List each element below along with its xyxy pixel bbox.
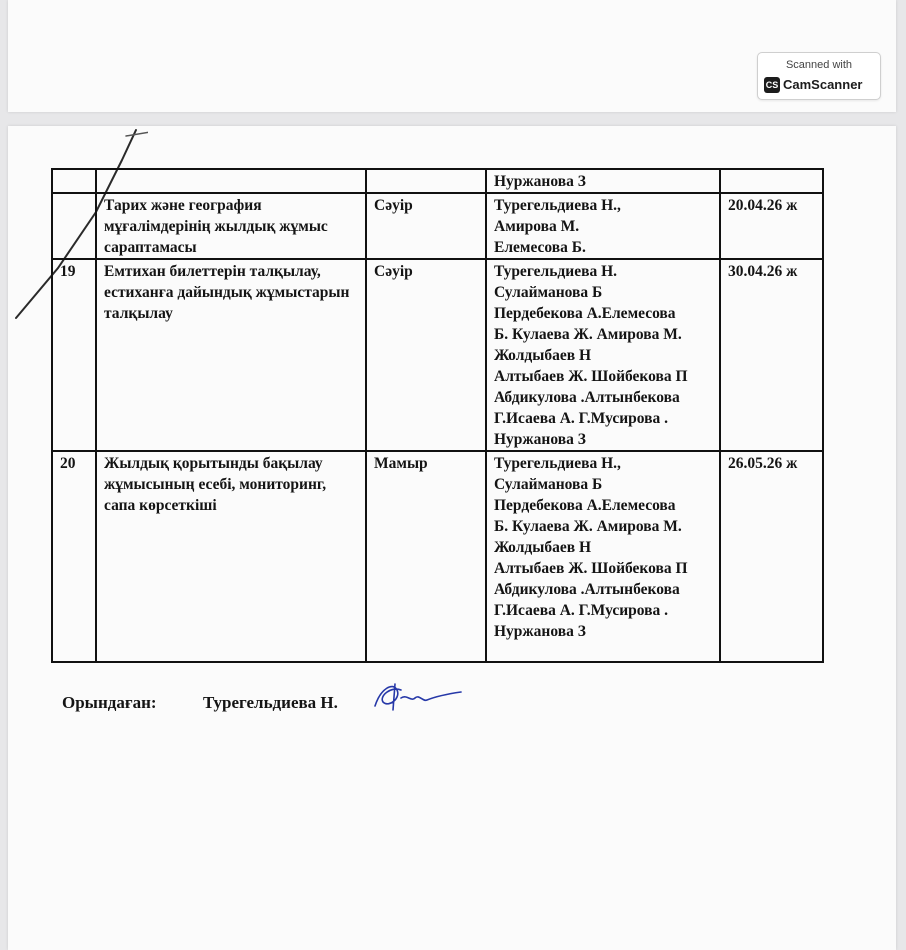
month-cell: Сәуір [366, 259, 486, 451]
date-cell: 26.05.26 ж [720, 451, 823, 662]
work-plan-table [51, 168, 824, 663]
topic-cell [96, 169, 366, 193]
camscanner-name: CamScanner [783, 77, 863, 92]
topic-cell: Жылдық қорытынды бақылау жұмысының есебі, мониторинг, сапа көрсеткіші [96, 451, 366, 662]
scanned-with-text: Scanned with [785, 59, 853, 71]
responsible-person: Турегельдиева Н., [494, 455, 621, 472]
date-cell: 30.04.26 ж [720, 259, 823, 451]
responsible-person: Б. Кулаева Ж. Амирова М. [494, 326, 682, 343]
number-cell [52, 169, 96, 193]
table-row [52, 451, 823, 662]
number-cell: 19 [52, 259, 96, 451]
responsible-person: Нуржанова З [494, 623, 586, 640]
responsible-person: Г.Исаева А. Г.Мусирова . [494, 602, 669, 619]
topic-cell: Тарих және география мұғалімдерінің жылдық жұмыс сараптамасы [96, 193, 366, 259]
document-page [8, 126, 896, 950]
handwritten-signature [371, 680, 481, 714]
topic-cell: Емтихан билеттерін талқылау, естиханға дайындық жұмыстарын талқылау [96, 259, 366, 451]
responsible-person: Пердебекова А.Елемесова [494, 305, 676, 322]
number-cell [52, 193, 96, 259]
responsible-person: Жолдыбаев Н [494, 539, 592, 556]
number-cell: 20 [52, 451, 96, 662]
date-cell: 20.04.26 ж [720, 193, 823, 259]
responsible-person: Абдикулова .Алтынбекова [494, 581, 680, 598]
responsible-person: Турегельдиева Н., [494, 197, 621, 214]
camscanner-badge [757, 52, 881, 100]
table-row [52, 259, 823, 451]
responsible-person: Сулайманова Б [494, 284, 603, 301]
responsible-person: Алтыбаев Ж. Шойбекова П [494, 368, 688, 385]
responsible-person: Пердебекова А.Елемесова [494, 497, 676, 514]
responsible-person: Жолдыбаев Н [494, 347, 592, 364]
responsible-cell: Нуржанова З [486, 169, 720, 193]
table-row [52, 169, 823, 193]
responsible-person: Елемесова Б. [494, 239, 586, 256]
date-cell [720, 169, 823, 193]
month-cell: Мамыр [366, 451, 486, 662]
month-cell [366, 169, 486, 193]
responsible-person: Амирова М. [494, 218, 580, 235]
responsible-cell [486, 451, 720, 662]
responsible-person: Абдикулова .Алтынбекова [494, 389, 680, 406]
previous-page [8, 0, 896, 112]
responsible-person: Нуржанова З [494, 431, 586, 448]
responsible-person: Алтыбаев Ж. Шойбекова П [494, 560, 688, 577]
month-cell: Сәуір [366, 193, 486, 259]
executor-label: Орындаған: [62, 693, 157, 712]
responsible-person: Турегельдиева Н. [494, 263, 618, 280]
responsible-person: Сулайманова Б [494, 476, 603, 493]
responsible-cell [486, 259, 720, 451]
table-row [52, 193, 823, 259]
camscanner-logo-icon: CS [764, 77, 780, 93]
responsible-cell [486, 193, 720, 259]
responsible-person: Б. Кулаева Ж. Амирова М. [494, 518, 682, 535]
executor-name: Турегельдиева Н. [203, 693, 338, 712]
responsible-person: Г.Исаева А. Г.Мусирова . [494, 410, 669, 427]
